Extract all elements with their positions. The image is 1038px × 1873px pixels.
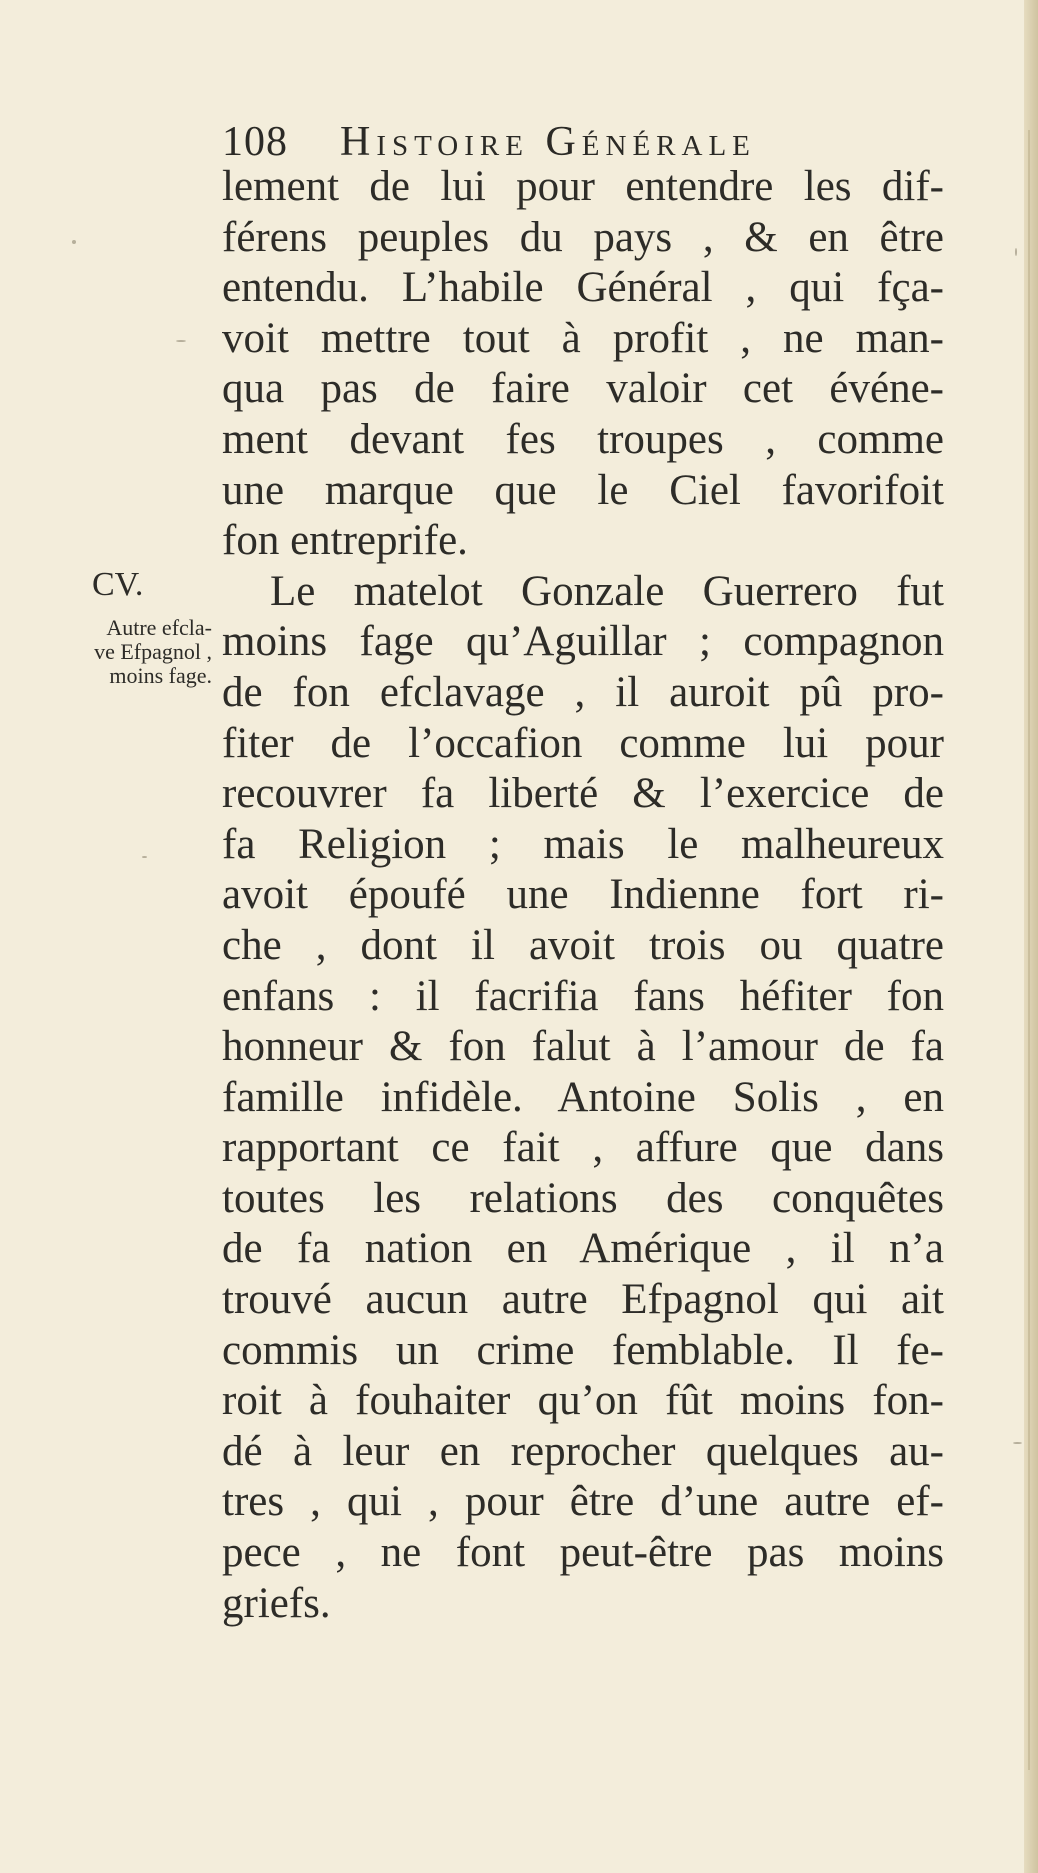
text-line: avoit époufé une Indienne fort ri- <box>222 871 944 919</box>
paper-speck <box>176 340 186 342</box>
text-line: de fon efclavage , il auroit pû pro- <box>222 668 944 716</box>
text-line: tres , qui , pour être d’une autre ef- <box>222 1478 944 1526</box>
text-line: fon entreprife. <box>222 517 468 565</box>
body-text <box>222 162 944 1629</box>
text-line: férens peuples du pays , & en être <box>222 213 944 261</box>
text-line: toutes les relations des conquêtes <box>222 1174 944 1222</box>
text-line: fa Religion ; mais le malheureux <box>222 820 944 868</box>
text-line: roit à fouhaiter qu’on fût moins fon- <box>222 1377 944 1425</box>
text-line: commis un crime femblable. Il fe- <box>222 1326 944 1374</box>
text-line: ment devant fes troupes , comme <box>222 415 944 463</box>
paper-speck <box>1013 1442 1022 1444</box>
paper-speck <box>1015 248 1017 256</box>
page-fold-line <box>1028 130 1030 1770</box>
text-line: lement de lui pour entendre les dif- <box>222 163 944 210</box>
margin-note-line: moins fage. <box>109 663 212 688</box>
text-line: entendu. L’habile Général , qui fça- <box>222 264 944 312</box>
margin-note-line: ve Efpagnol , <box>94 639 212 664</box>
text-line: une marque que le Ciel favorifoit <box>222 466 944 514</box>
running-title: Histoire Générale <box>340 119 756 165</box>
text-line: griefs. <box>222 1579 331 1627</box>
text-line: che , dont il avoit trois ou quatre <box>222 921 944 969</box>
text-line: de fa nation en Amérique , il n’a <box>222 1225 944 1273</box>
text-line: qua pas de faire valoir cet événe- <box>222 365 944 413</box>
section-number: CV. <box>92 566 144 603</box>
page-number: 108 <box>222 119 288 165</box>
text-line: honneur & fon falut à l’amour de fa <box>222 1023 944 1071</box>
text-line: rapportant ce fait , affure que dans <box>222 1124 944 1172</box>
margin-note <box>12 616 212 688</box>
margin-note-line: Autre efcla- <box>106 615 212 640</box>
paper-speck <box>142 856 147 858</box>
text-line: voit mettre tout à profit , ne man- <box>222 314 944 362</box>
text-line: recouvrer fa liberté & l’exercice de <box>222 770 944 818</box>
text-line: dé à leur en reprocher quelques au- <box>222 1427 944 1475</box>
text-line: famille infidèle. Antoine Solis , en <box>222 1073 944 1121</box>
paper-speck <box>72 240 76 244</box>
text-line: pece , ne font peut-être pas moins <box>222 1529 944 1577</box>
page-gutter <box>1024 0 1038 1873</box>
text-line: trouvé aucun autre Efpagnol qui ait <box>222 1276 944 1324</box>
text-line: moins fage qu’Aguillar ; compagnon <box>222 618 944 666</box>
text-line: Le matelot Gonzale Guerrero fut <box>270 567 944 615</box>
text-line: fiter de l’occafion comme lui pour <box>222 719 944 767</box>
text-line: enfans : il facrifia fans héfiter fon <box>222 972 944 1020</box>
